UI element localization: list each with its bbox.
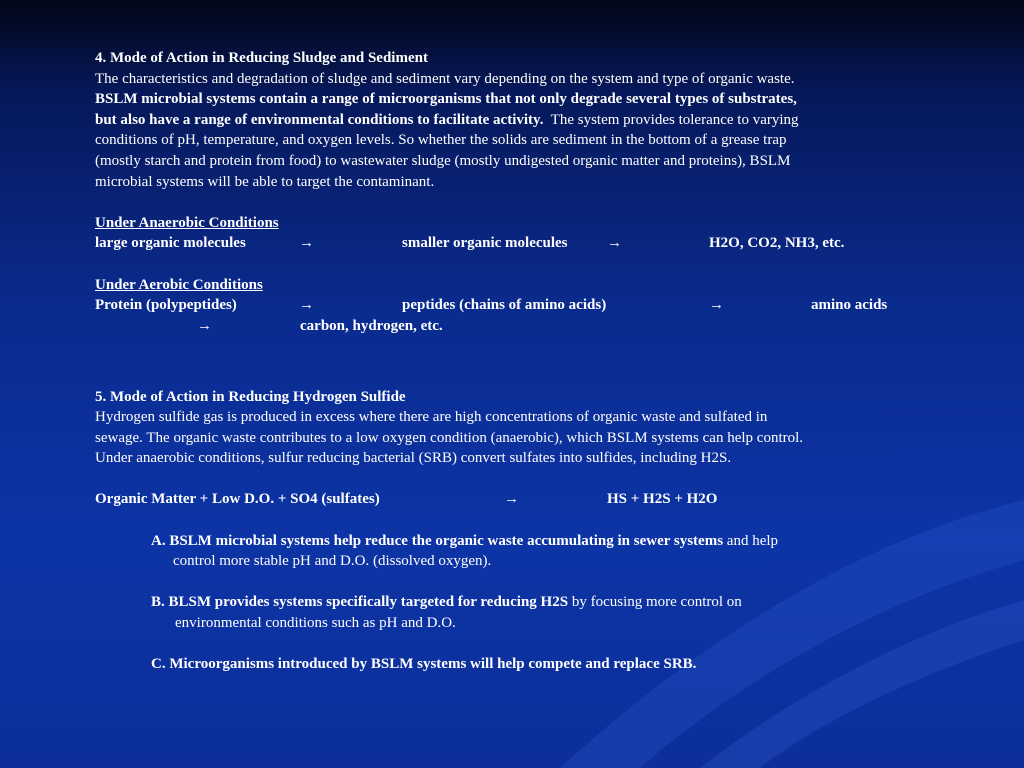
section5-paragraph-line: Under anaerobic conditions, sulfur reducing bacterial (SRB) convert sulfates into sulfides, including H2S.	[95, 450, 732, 467]
list-item-a-continued: control more stable pH and D.O. (dissolved oxygen).	[173, 553, 492, 570]
bold-phrase: but also have a range of environmental conditions to facilitate activity.	[95, 111, 544, 128]
bold-phrase: B. BLSM provides systems specifically targeted for reducing H2S	[151, 594, 569, 611]
arrow-icon: →	[299, 297, 314, 314]
list-item-b	[95, 592, 925, 613]
arrow-icon: →	[607, 235, 622, 252]
plain-phrase: and help	[723, 532, 779, 549]
section4-paragraph-line: microbial systems will be able to target the contaminant.	[95, 173, 435, 190]
list-item-c: C. Microorganisms introduced by BSLM systems will help compete and replace SRB.	[151, 656, 697, 673]
aerobic-step-2: peptides (chains of amino acids)	[402, 297, 607, 314]
anaerobic-title: Under Anaerobic Conditions	[95, 214, 279, 231]
slide-content	[95, 48, 925, 675]
section4-paragraph-line: BSLM microbial systems contain a range of microorganisms that not only degrade several types of substrates,	[95, 91, 797, 108]
anaerobic-step-1: large organic molecules	[95, 235, 246, 252]
section5-heading: 5. Mode of Action in Reducing Hydrogen Sulfide	[95, 388, 406, 405]
arrow-icon: →	[709, 297, 724, 314]
section4-heading: 4. Mode of Action in Reducing Sludge and Sediment	[95, 50, 428, 66]
plain-phrase: The system provides tolerance to varying	[543, 111, 799, 128]
aerobic-pathway	[95, 295, 925, 316]
arrow-icon: →	[299, 235, 314, 252]
anaerobic-step-2: smaller organic molecules	[402, 235, 568, 252]
aerobic-title: Under Aerobic Conditions	[95, 276, 263, 293]
anaerobic-pathway	[95, 233, 925, 254]
reaction-equation	[95, 489, 925, 510]
section4-paragraph-line: conditions of pH, temperature, and oxygen levels. So whether the solids are sediment in the bottom of a grease trap	[95, 132, 787, 149]
arrow-icon: →	[197, 317, 212, 334]
plain-phrase: by focusing more control on	[568, 594, 742, 611]
aerobic-step-1: Protein (polypeptides)	[95, 297, 237, 314]
list-item-a	[95, 531, 925, 552]
list-item-b-continued: environmental conditions such as pH and D.O.	[175, 615, 456, 632]
arrow-icon: →	[504, 491, 519, 508]
aerobic-step-3: amino acids	[811, 297, 888, 314]
section4-paragraph-line: The characteristics and degradation of sludge and sediment vary depending on the system and type of organic waste.	[95, 70, 795, 87]
equation-reactants: Organic Matter + Low D.O. + SO4 (sulfates)	[95, 491, 380, 508]
section4-paragraph-line: (mostly starch and protein from food) to wastewater sludge (mostly undigested organic matter and proteins), BSLM	[95, 152, 791, 169]
aerobic-pathway-continued	[95, 316, 925, 337]
section5-paragraph-line: sewage. The organic waste contributes to a low oxygen condition (anaerobic), which BSLM systems can help control.	[95, 429, 804, 446]
bold-phrase: A. BSLM microbial systems help reduce the organic waste accumulating in sewer systems	[151, 532, 724, 549]
section4-paragraph-line	[95, 110, 925, 131]
equation-products: HS + H2S + H2O	[607, 491, 718, 508]
anaerobic-step-3: H2O, CO2, NH3, etc.	[709, 235, 845, 252]
aerobic-step-4: carbon, hydrogen, etc.	[300, 317, 443, 334]
section5-paragraph-line: Hydrogen sulfide gas is produced in excess where there are high concentrations of organic waste and sulfated in	[95, 409, 768, 426]
